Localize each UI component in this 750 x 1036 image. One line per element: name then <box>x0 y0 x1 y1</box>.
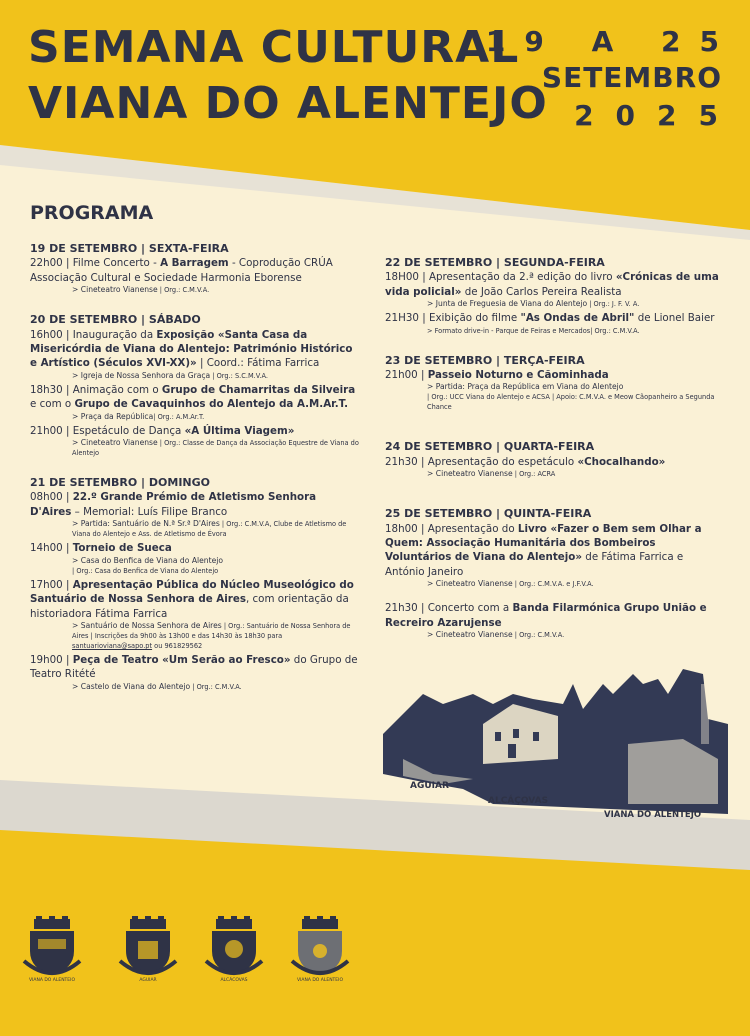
event-23-1: 21h00 | Passeio Noturno e Cãominhada <box>385 369 609 382</box>
event-20-2: 18h30 | Animação com o Grupo de Chamarritas da Silveira e com o Grupo de Cavaquinhos do Alentejo da A.M.Ar.T. <box>30 383 356 411</box>
event-20-1: 16h00 | Inauguração da Exposição «Santa Casa da Misericórdia de Viana do Alentejo: Património Histórico e Artístico (Séculos XVI-XX)» | Coord.: Fátima Farrica <box>30 328 353 370</box>
svg-text:ALCÁÇOVAS: ALCÁÇOVAS <box>220 978 248 981</box>
event-21-4-location: > Castelo de Viana do Alentejo | Org.: C.M.V.A. <box>72 681 242 691</box>
event-22-1-location: > Junta de Freguesia de Viana do Alentejo | Org.: J. F. V. A. <box>427 299 640 309</box>
day-20-heading: 20 DE SETEMBRO | SÁBADO <box>30 313 201 327</box>
event-24-1-location: > Cineteatro Vianense | Org.: ACRA <box>427 469 556 479</box>
event-20-2-location: > Praça da República| Org.: A.M.Ar.T. <box>72 411 205 421</box>
event-20-3: 21h00 | Espetáculo de Dança «A Última Viagem» <box>30 424 295 437</box>
event-22-2-location: > Formato drive-in - Parque de Feiras e Mercados| Org.: C.M.V.A. <box>427 326 640 335</box>
event-25-1-location: > Cineteatro Vianense | Org.: C.M.V.A. e J.F.V.A. <box>427 579 594 589</box>
day-19-heading: 19 DE SETEMBRO | SEXTA-FEIRA <box>30 242 229 255</box>
event-25-2-location: > Cineteatro Vianense | Org.: C.M.V.A. <box>427 630 565 640</box>
event-23-1-location: > Partida: Praça da República em Viana do Alentejo | Org.: UCC Viana do Alentejo e ACSA | Apoio: C.M.V.A. e Meow Cãopanheiro a Segunda Chance <box>427 382 715 412</box>
place-viana: VIANA DO ALENTEJO <box>604 810 702 820</box>
event-22-1: 18H00 | Apresentação da 2.ª edição do livro «Crónicas de uma vida policial» de João Carlos Pereira Realista <box>385 271 719 298</box>
date-range: 19 A 25 <box>485 25 738 58</box>
event-21-3: 17h00 | Apresentação Pública do Núcleo Museológico do Santuário de Nossa Senhora de Aires, com orientação da historiadora Fátima Farrica <box>30 578 354 620</box>
program-left-column <box>30 236 360 694</box>
event-21-2: 14h00 | Torneio de Sueca <box>30 542 172 555</box>
day-24-heading: 24 DE SETEMBRO | QUARTA-FEIRA <box>385 440 595 454</box>
viana-crest-icon <box>20 915 84 981</box>
event-21-4: 19h00 | Peça de Teatro «Um Serão ao Fresco» do Grupo de Teatro Ritété <box>30 653 358 681</box>
contact-email-link[interactable]: santuarioviana@sapo.pt <box>72 641 153 650</box>
place-alcacovas: ALCÁÇOVAS <box>488 796 549 806</box>
event-21-3-location: > Santuário de Nossa Senhora de Aires | Org.: Santuário de Nossa Senhora de Aires | Inscrições da 9h00 às 13h00 e das 14h30 às 18h30 para santuarioviana@sapo.pt ou 961829562 <box>72 620 351 650</box>
village-illustration <box>383 664 728 814</box>
day-22-heading: 22 DE SETEMBRO | SEGUNDA-FEIRA <box>385 256 605 269</box>
event-24-1: 21h30 | Apresentação do espetáculo «Chocalhando» <box>385 455 666 468</box>
program-right-column <box>385 250 720 642</box>
svg-text:VIANA DO ALENTEJO: VIANA DO ALENTEJO <box>296 978 344 981</box>
event-20-1-location: > Igreja de Nossa Senhora da Graça | Org.: S.C.M.V.A. <box>72 370 268 380</box>
event-25-1: 18h00 | Apresentação do Livro «Fazer o Bem sem Olhar a Quem: Associação Humanitária dos Bombeiros Voluntários de Viana do Alentejo» de Fátima Farrica e António Janeiro <box>385 522 702 578</box>
place-aguiar: AGUIAR <box>410 781 449 791</box>
date-year: 2025 <box>574 99 740 132</box>
day-21-heading: 21 DE SETEMBRO | DOMINGO <box>30 476 211 490</box>
day-23-heading: 23 DE SETEMBRO | TERÇA-FEIRA <box>385 353 585 367</box>
svg-text:VIANA DO ALENTEJO: VIANA DO ALENTEJO <box>28 978 76 981</box>
date-month: SETEMBRO <box>541 61 722 94</box>
event-21-1-location: > Partida: Santuário de N.ª Sr.ª D'Aires | Org.: C.M.V.A, Clube de Atletismo de Viana do Alentejo e Ass. de Atletismo de Évora <box>72 519 347 539</box>
event-20-3-location: > Cineteatro Vianense | Org.: Classe de Dança da Associação Equestre de Viana do Alentejo <box>72 438 359 458</box>
event-19-1: 22h00 | Filme Concerto - A Barragem - Coprodução CRÚA Associação Cultural e Sociedade Harmonia Eborense <box>30 257 333 284</box>
title-line-2: VIANA DO ALENTEJO <box>28 78 548 129</box>
aguiar-crest-icon <box>116 915 180 981</box>
title-line-1: SEMANA CULTURAL <box>28 22 520 73</box>
day-25-heading: 25 DE SETEMBRO | QUINTA-FEIRA <box>385 507 592 521</box>
event-19-1-location: > Cineteatro Vianense | Org.: C.M.V.A. <box>72 285 210 295</box>
event-25-2: 21h30 | Concerto com a Banda Filarmónica Grupo União e Recreiro Azarujense <box>385 602 707 629</box>
alcacovas-crest-icon <box>202 915 266 981</box>
event-22-2: 21H30 | Exibição do filme "As Ondas de Abril" de Lionel Baier <box>385 312 715 325</box>
svg-text:AGUIAR: AGUIAR <box>139 978 157 981</box>
event-21-2-location: > Casa do Benfica de Viana do Alentejo | Org.: Casa do Benfica de Viana do Alentejo <box>72 555 224 575</box>
viana-parish-crest-icon <box>288 915 352 981</box>
programa-heading: PROGRAMA <box>30 202 154 224</box>
event-21-1: 08h00 | 22.º Grande Prémio de Atletismo Senhora D'Aires – Memorial: Luís Filipe Branco <box>30 491 317 518</box>
